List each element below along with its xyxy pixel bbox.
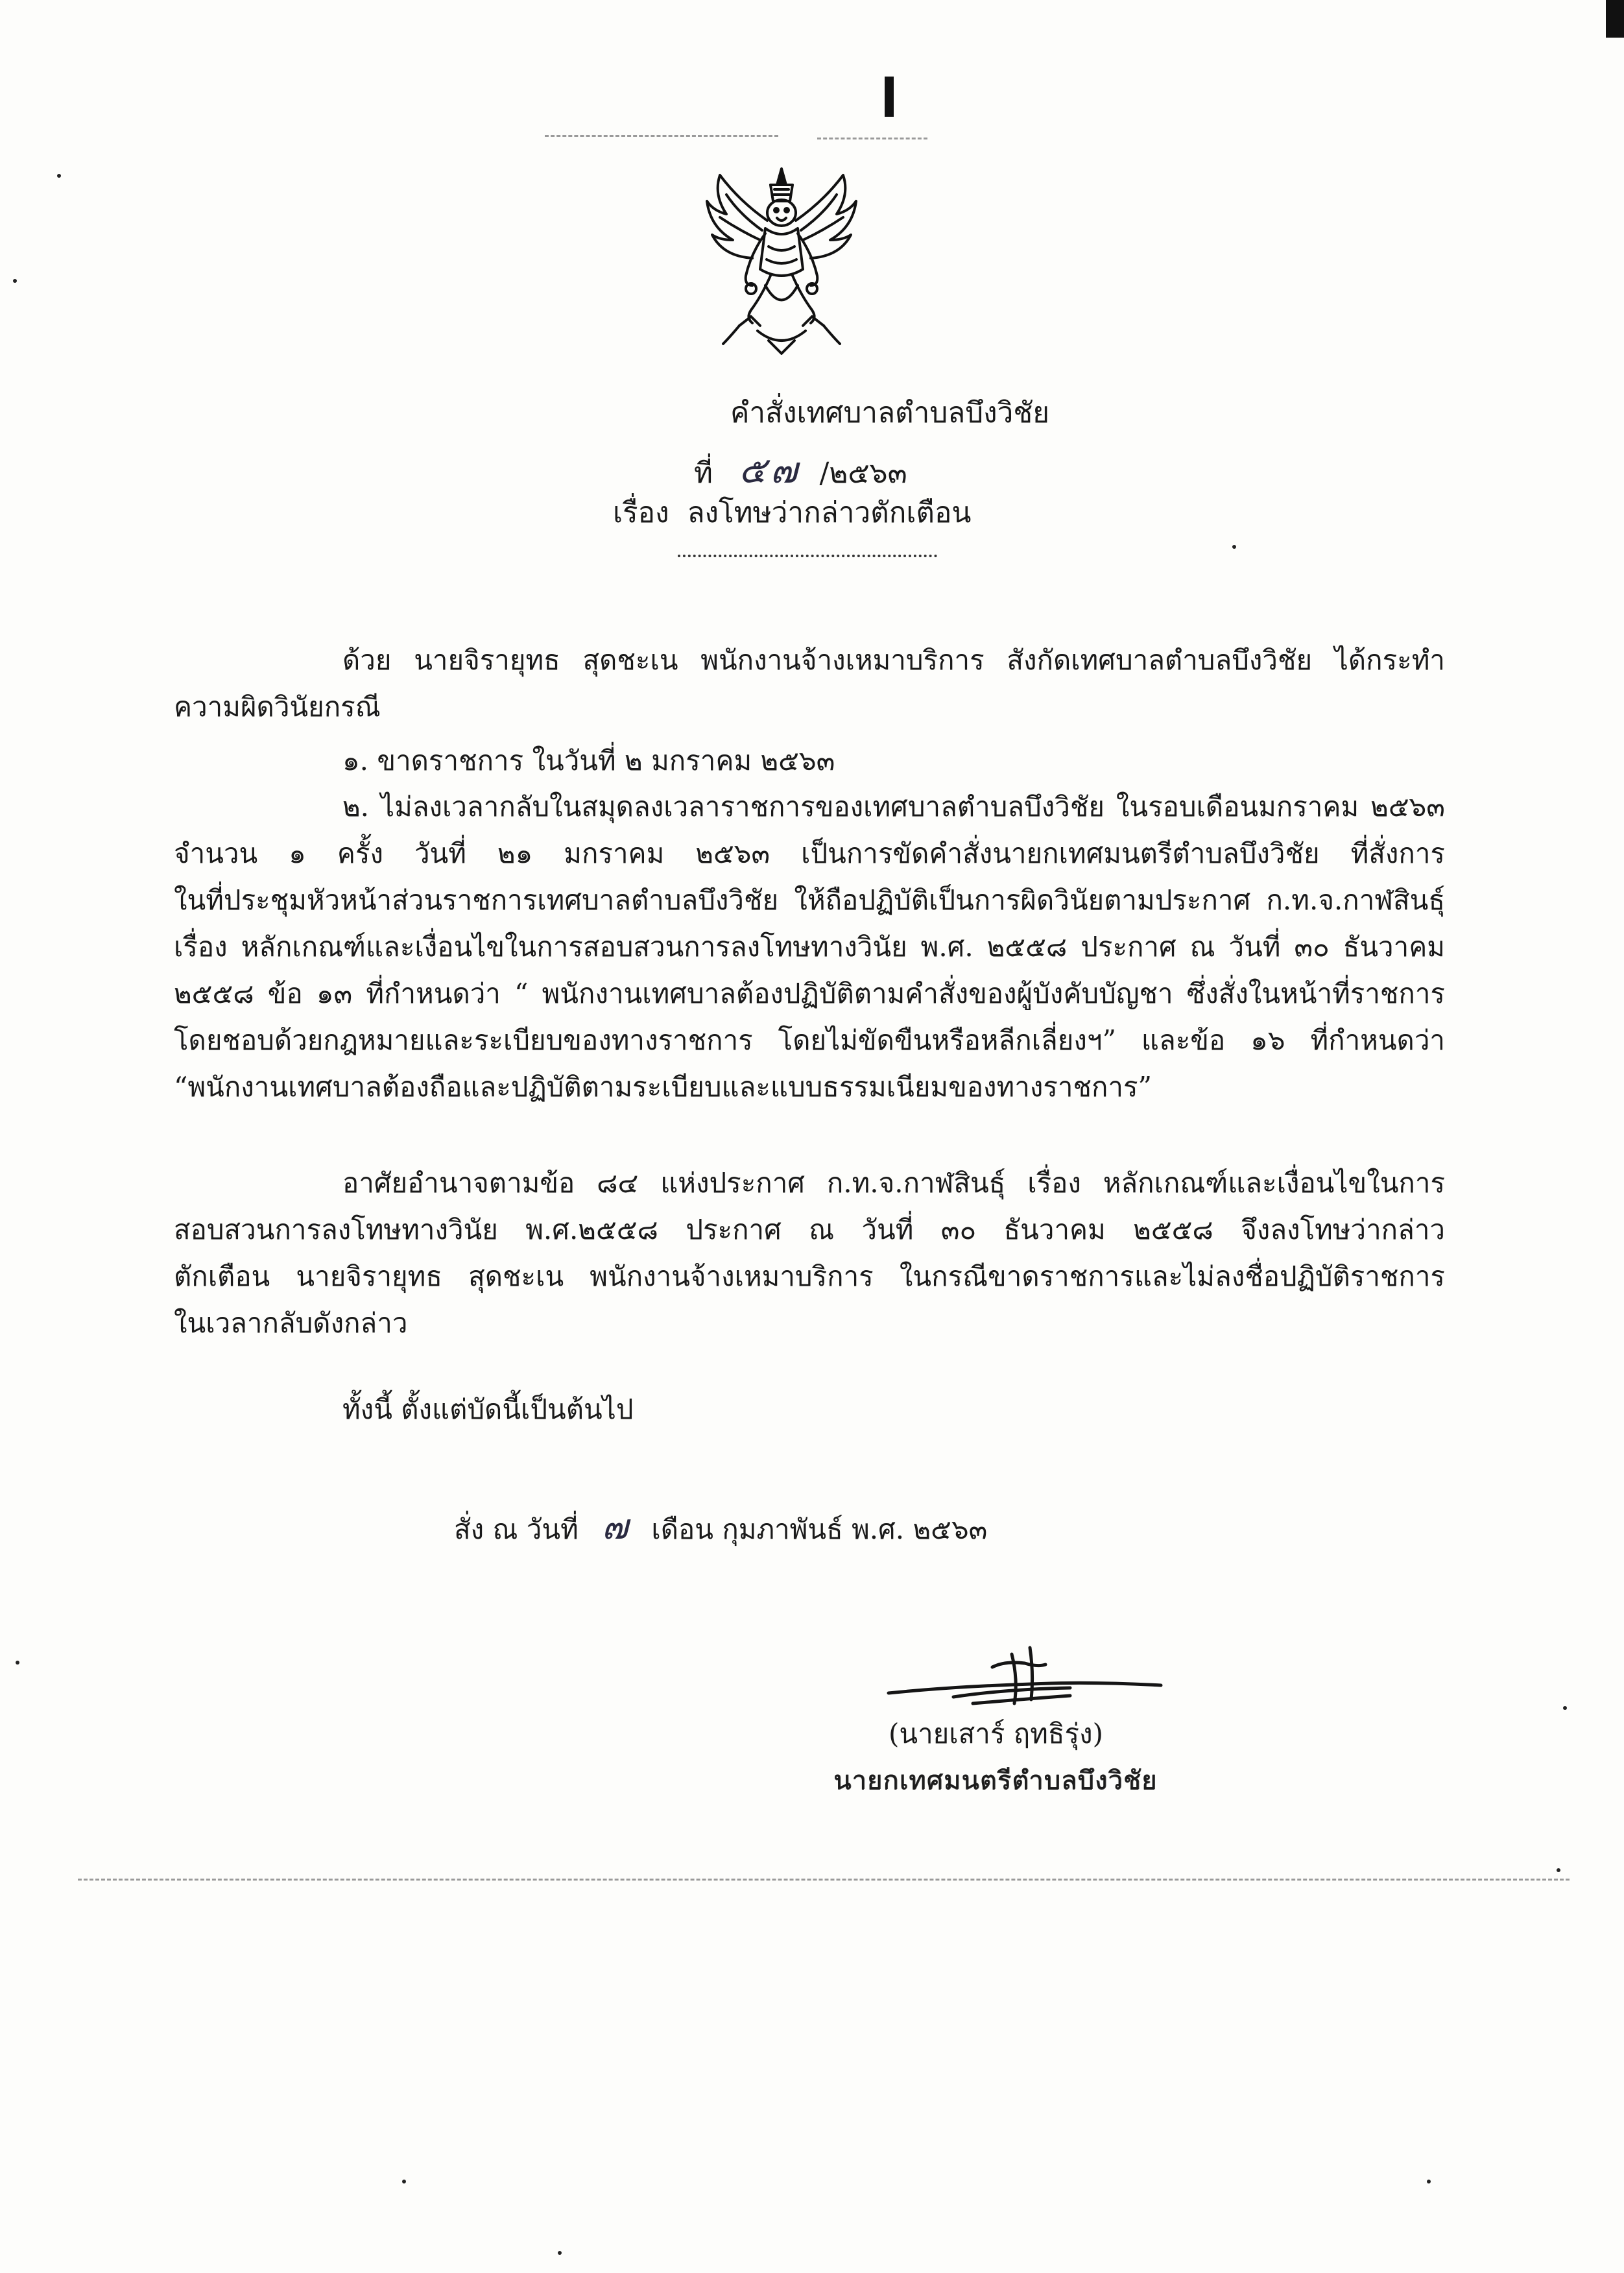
item2-line: ๒. ไม่ลงเวลากลับในสมุดลงเวลาราชการของเทศบาลตำบลบึงวิชัย ในรอบเดือนมกราคม ๒๕๖๓ bbox=[342, 791, 1445, 823]
scan-mark-top bbox=[885, 77, 894, 117]
speck bbox=[1232, 545, 1236, 549]
order-dateline bbox=[454, 1498, 987, 1554]
order-number-year: /๒๕๖๓ bbox=[819, 457, 907, 490]
offense-item-1: ๑. ขาดราชการ ในวันที่ ๒ มกราคม ๒๕๖๓ bbox=[342, 745, 835, 776]
signatory-name: (นายเสาร์ ฤทธิรุ่ง) bbox=[889, 1718, 1103, 1750]
header-dotted-rule bbox=[678, 555, 937, 557]
speck bbox=[1563, 1706, 1567, 1710]
dateline-prefix: สั่ง ณ วันที่ bbox=[454, 1513, 579, 1545]
signatory-position: นายกเทศมนตรีตำบลบึงวิชัย bbox=[833, 1766, 1158, 1796]
intro-paragraph bbox=[174, 637, 1445, 730]
item2-line: เรื่อง หลักเกณฑ์และเงื่อนไขในการสอบสวนการลงโทษทางวินัย พ.ศ. ๒๕๕๘ ประกาศ ณ วันที่ ๓๐ ธันวาคม bbox=[174, 931, 1445, 963]
subject-label: เรื่อง bbox=[613, 496, 669, 529]
scan-dash-top-right bbox=[817, 138, 927, 139]
intro-line: ความผิดวินัยกรณี bbox=[174, 691, 381, 723]
offense-item-2 bbox=[174, 784, 1445, 1111]
garuda-emblem-icon bbox=[700, 156, 863, 357]
speck bbox=[16, 1661, 19, 1665]
order-number-handwritten: ๕๗ bbox=[739, 450, 802, 492]
order-title: คำสั่งเทศบาลตำบลบึงวิชัย bbox=[730, 396, 1049, 429]
authority-paragraph bbox=[174, 1160, 1445, 1347]
dateline-day-handwritten: ๗ bbox=[601, 1506, 628, 1547]
item2-line: โดยชอบด้วยกฎหมายและระเบียบของทางราชการ โดยไม่ขัดขืนหรือหลีกเลี่ยงฯ” และข้อ ๑๖ ที่กำหนดว่า bbox=[174, 1024, 1445, 1056]
speck bbox=[1427, 2180, 1431, 2183]
scan-dash-top bbox=[545, 135, 778, 137]
authority-line: อาศัยอำนาจตามข้อ ๘๔ แห่งประกาศ ก.ท.จ.กาฬสินธุ์ เรื่อง หลักเกณฑ์และเงื่อนไขในการ bbox=[342, 1167, 1445, 1199]
order-subject-line bbox=[613, 490, 971, 535]
item2-line: “พนักงานเทศบาลต้องถือและปฏิบัติตามระเบียบและแบบธรรมเนียมของทางราชการ” bbox=[174, 1071, 1152, 1103]
speck bbox=[402, 2180, 406, 2183]
authority-line: ตักเตือน นายจิรายุทธ สุดชะเน พนักงานจ้างเหมาบริการ ในกรณีขาดราชการและไม่ลงชื่อปฏิบัติราชการ bbox=[174, 1260, 1445, 1292]
authority-line: ในเวลากลับดังกล่าว bbox=[174, 1307, 408, 1339]
item2-line: ในที่ประชุมหัวหน้าส่วนราชการเทศบาลตำบลบึงวิชัย ให้ถือปฏิบัติเป็นการผิดวินัยตามประกาศ ก.ท.จ.กาฬสินธุ์ bbox=[174, 884, 1445, 916]
handwritten-signature bbox=[876, 1641, 1174, 1719]
speck bbox=[558, 2251, 562, 2255]
speck bbox=[1557, 1868, 1560, 1872]
effective-statement: ทั้งนี้ ตั้งแต่บัดนี้เป็นต้นไป bbox=[342, 1393, 634, 1425]
item2-line: จำนวน ๑ ครั้ง วันที่ ๒๑ มกราคม ๒๕๖๓ เป็นการขัดคำสั่งนายกเทศมนตรีตำบลบึงวิชัย ที่สั่งการ bbox=[174, 837, 1445, 869]
speck bbox=[13, 279, 17, 283]
intro-line: ด้วย นายจิรายุทธ สุดชะเน พนักงานจ้างเหมาบริการ สังกัดเทศบาลตำบลบึงวิชัย ได้กระทำ bbox=[342, 644, 1445, 676]
item2-line: ๒๕๕๘ ข้อ ๑๓ ที่กำหนดว่า “ พนักงานเทศบาลต้องปฏิบัติตามคำสั่งของผู้บังคับบัญชา ซึ่งสั่งในหน้าที่ราชการ bbox=[174, 978, 1445, 1009]
order-number-label: ที่ bbox=[694, 457, 713, 490]
authority-line: สอบสวนการลงโทษทางวินัย พ.ศ.๒๕๕๘ ประกาศ ณ วันที่ ๓๐ ธันวาคม ๒๕๕๘ จึงลงโทษว่ากล่าว bbox=[174, 1214, 1445, 1245]
subject-text: ลงโทษว่ากล่าวตักเตือน bbox=[687, 496, 972, 529]
speck bbox=[57, 174, 61, 178]
dateline-suffix: เดือน กุมภาพันธ์ พ.ศ. ๒๕๖๓ bbox=[651, 1513, 988, 1545]
scan-dash-bottom bbox=[78, 1879, 1570, 1881]
scan-edge-mark bbox=[1606, 0, 1624, 38]
